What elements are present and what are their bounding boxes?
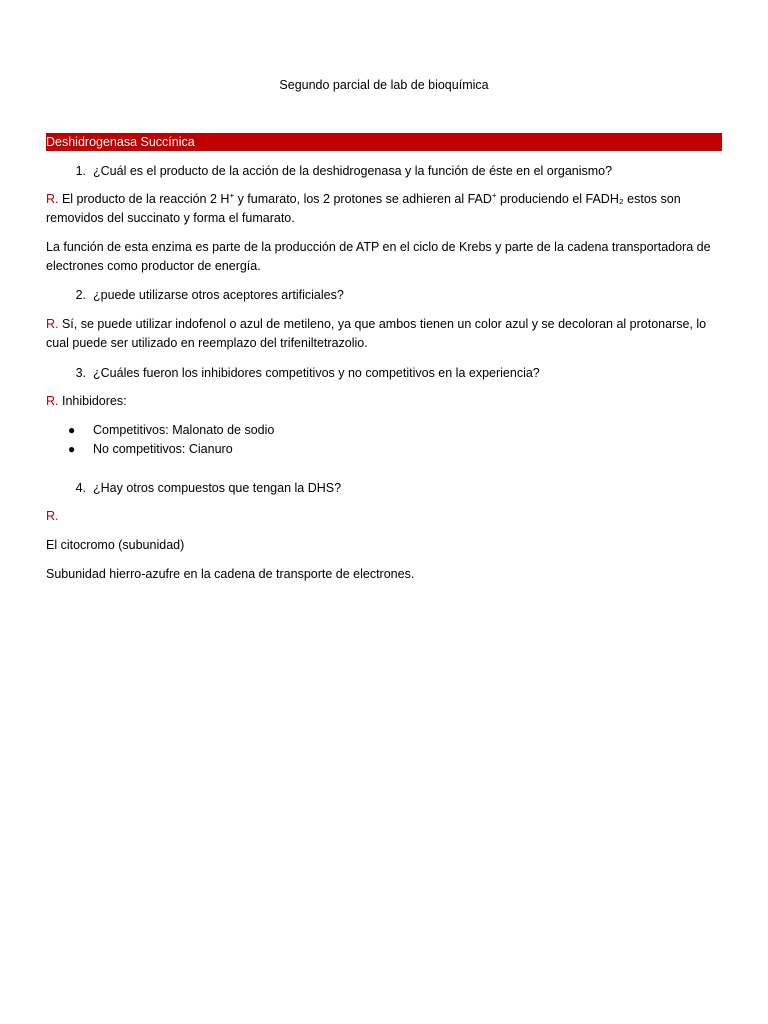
document-title: Segundo parcial de lab de bioquímica [279,78,489,92]
superscript-plus: + [229,191,235,200]
question-text: ¿puede utilizarse otros aceptores artificiales? [93,288,344,302]
question-number: 4. [75,481,86,495]
answer-1-paragraph-2: La función de esta enzima es parte de la producción de ATP en el ciclo de Krebs y parte de la cadena transportadora de electrones como productor de energía. [46,240,711,273]
answer-2 [46,315,722,353]
section-header-label: Deshidrogenasa Succínica [46,135,195,149]
superscript-plus: + [491,191,497,200]
list-item-text: Competitivos: Malonato de sodio [93,423,275,437]
answer-marker: R. [46,317,59,331]
answer-marker: R. [46,192,59,206]
section-header [46,133,722,151]
answer-2-text: Sí, se puede utilizar indofenol o azul de metileno, ya que ambos tienen un color azul y se decoloran al protonarse, lo cual puede ser utilizado en reemplazo del trifeniltetrazolio. [46,317,707,350]
bullet-icon: ● [68,423,76,437]
list-item-text: No competitivos: Cianuro [93,442,233,456]
question-text: ¿Cuáles fueron los inhibidores competitivos y no competitivos en la experiencia? [93,366,540,380]
answer-1-text-c: produciendo el FADH₂ estos son removidos del succinato y forma el fumarato. [46,192,681,225]
bullet-icon: ● [68,442,76,456]
answer-1-text-b: y fumarato, los 2 protones se adhieren al FAD [234,192,492,206]
answer-4-line-1: El citocromo (subunidad) [46,538,185,552]
question-number: 2. [75,288,86,302]
answer-marker: R. [46,394,59,408]
question-number: 3. [75,366,86,380]
answer-4-line-2: Subunidad hierro-azufre en la cadena de transporte de electrones. [46,567,415,581]
answer-1-text-a: El producto de la reacción 2 H [58,192,230,206]
question-number: 1. [75,164,86,178]
answer-1 [46,190,722,228]
question-text: ¿Hay otros compuestos que tengan la DHS? [93,481,342,495]
question-text: ¿Cuál es el producto de la acción de la deshidrogenasa y la función de éste en el organismo? [93,164,613,178]
answer-3 [46,392,722,411]
answer-4-marker-line [46,507,722,526]
answer-marker: R. [46,509,59,523]
answer-3-intro: Inhibidores: [58,394,127,408]
